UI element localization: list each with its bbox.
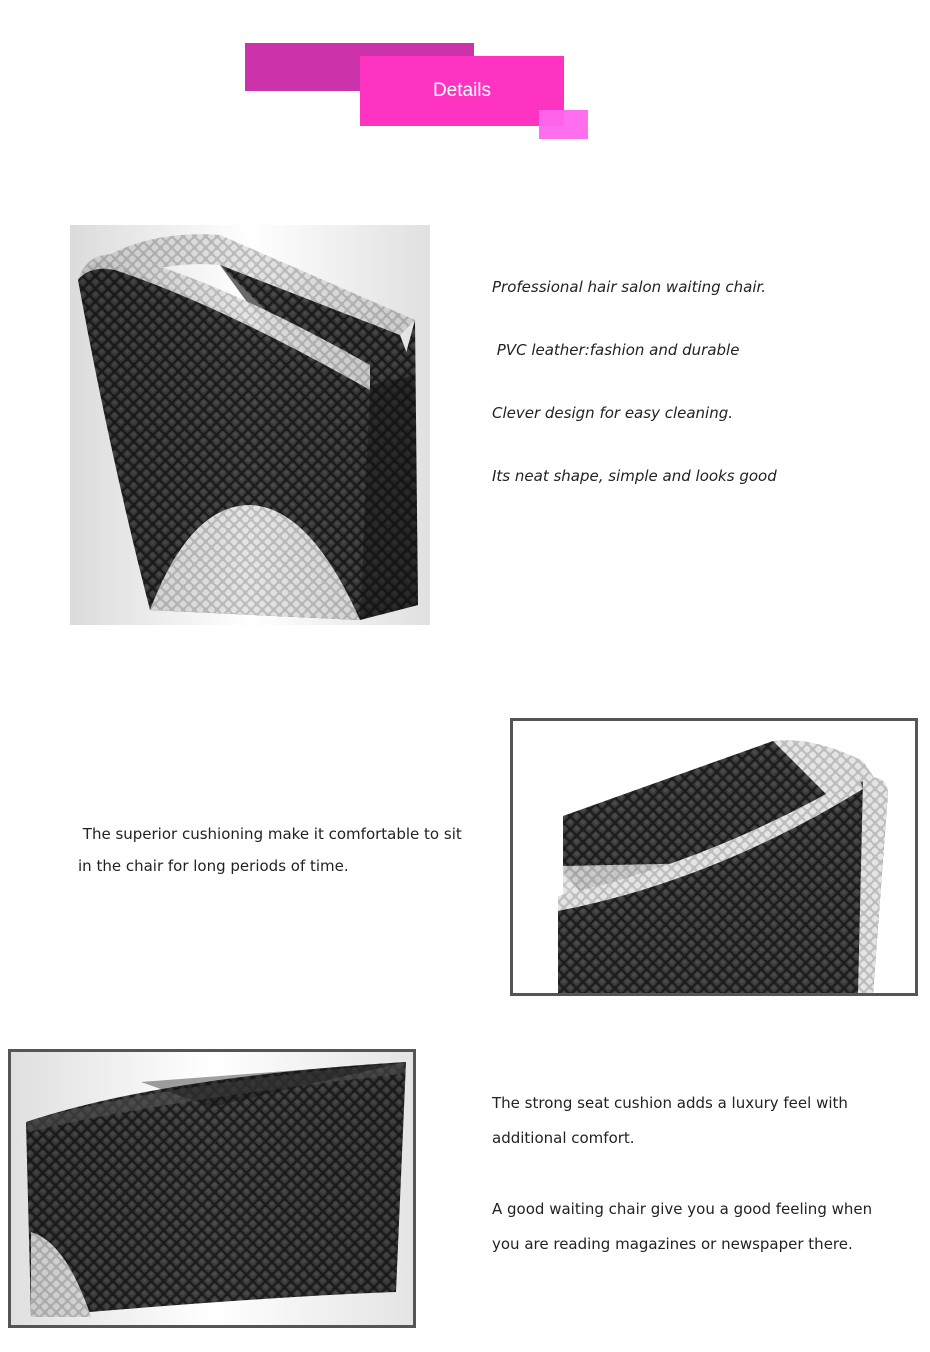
feature-list (492, 276, 912, 528)
feature-item: Its neat shape, simple and looks good (492, 467, 777, 485)
banner-title: Details (432, 80, 492, 101)
feature-item: Clever design for easy cleaning. (492, 404, 734, 422)
cushion-para2-line2: you are reading magazines or newspaper there. (492, 1235, 853, 1253)
seat-cushion-description (492, 1086, 902, 1262)
details-banner (0, 0, 930, 150)
cushioning-description (78, 818, 468, 882)
feature-item: PVC leather:fashion and durable (492, 341, 740, 359)
cushioning-line-2: in the chair for long periods of time. (78, 857, 349, 875)
chair-front-view-image (70, 225, 430, 625)
chair-back-view-image (8, 1049, 416, 1328)
cushioning-line-1: The superior cushioning make it comfortable to sit (78, 825, 462, 843)
paragraph-gap (492, 1156, 902, 1192)
cushion-para2-line1: A good waiting chair give you a good feeling when (492, 1200, 873, 1218)
feature-item: Professional hair salon waiting chair. (492, 278, 767, 296)
chair-seat-closeup-image (510, 718, 918, 996)
cushion-para1-line1: The strong seat cushion adds a luxury feel with (492, 1094, 848, 1112)
cushion-para1-line2: additional comfort. (492, 1129, 635, 1147)
